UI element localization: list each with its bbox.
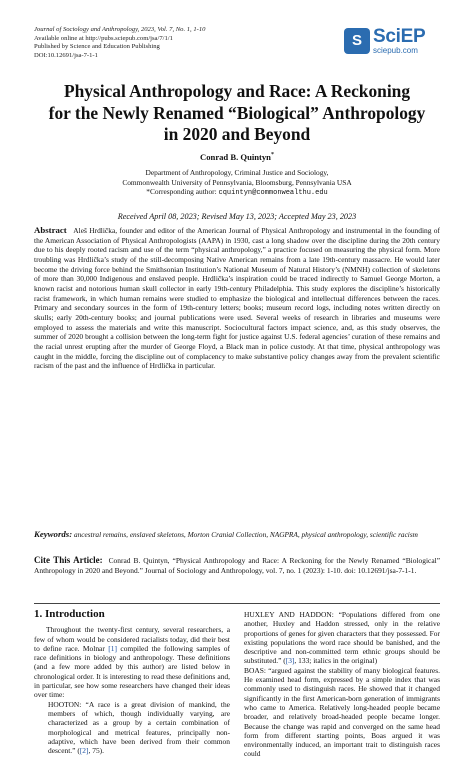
cite-article (34, 556, 440, 575)
logo-url: sciepub.com (373, 45, 418, 55)
title-line: Physical Anthropology and Race: A Reckoning (63, 81, 411, 101)
author-email[interactable]: cquintyn@commonwealthu.edu (218, 189, 328, 198)
doi-line: DOI:10.12691/jsa-7-1-1 (34, 51, 98, 59)
article-title (34, 81, 440, 146)
intro-paragraph: Throughout the twenty-first century, several researchers, a few of whom would be considered racialists today, did their best to define race. Molnar [1] compiled the following samples of race definitions in biology and anthropology. These definitions (and a few more added by this author) are listed below in chronological order. It is interesting to read these definitions and, in particular, see how some researchers have changed their ideas over time: (34, 625, 230, 700)
affiliation-line: Department of Anthropology, Criminal Justice and Sociology, (145, 168, 329, 177)
affiliation (34, 168, 440, 199)
journal-header (34, 26, 324, 60)
corresponding-mark: * (270, 152, 274, 159)
keywords-label: Keywords: (34, 529, 73, 539)
keywords (34, 530, 440, 539)
author-text: Conrad B. Quintyn (200, 152, 271, 162)
keywords-text: ancestral remains, enslaved skeletons, Morton Cranial Collection, NAGPRA, physical anthropology, scientific racism (73, 530, 418, 539)
left-column (34, 610, 230, 755)
ref-link[interactable]: [2] (79, 746, 89, 756)
abstract-label: Abstract (34, 225, 67, 235)
right-column (244, 610, 440, 759)
title-line: in 2020 and Beyond (163, 124, 311, 144)
journal-line: Journal of Sociology and Anthropology, 2023, Vol. 7, No. 1, 1-10 (34, 26, 206, 33)
cite-text: Conrad B. Quintyn, “Physical Anthropology and Race: A Reckoning for the Newly Renamed “Biological” Anthropology in 2020 and Beyond.” Journal of Sociology and Anthropology, vol. 7, no. 1 (2023): 1-10. doi: 10.12691/jsa-7-1-1. (34, 556, 441, 575)
ref-link[interactable]: [1] (108, 643, 117, 653)
boas-quote: BOAS: “argued against the stability of many biological features. He examined head form, expressed by a simple index that was commonly used to distinguish races. He showed that it changed significantly in the first American-born generation of immigrants who came to America. Relatively long-headed people became broader, and relatively broad-headed people became longer. Because the change was rapid and converged on the same head form from different starting points, Boas argued it was environmentally induced, an important trait to distinguish races could (244, 665, 440, 759)
title-line: for the Newly Renamed “Biological” Anthropology (48, 102, 426, 123)
section-heading: 1. Introduction (34, 608, 105, 620)
sciep-logo[interactable] (344, 24, 450, 58)
affiliation-line: Commonwealth University of Pennsylvania, Bloomsburg, Pennsylvania USA (122, 177, 352, 187)
publisher-line: Published by Science and Education Publishing (34, 43, 160, 51)
abstract (34, 226, 440, 371)
cite-label: Cite This Article: (34, 555, 103, 565)
author-name (34, 152, 440, 162)
available-line[interactable]: Available online at http://pubs.sciepub.com/jsa/7/1/1 (34, 34, 173, 42)
hooton-quote: HOOTON: “A race is a great division of mankind, the members of which, though individually varying, are characterized as a group by a certain combination of morphological and metrical features, principally non-adaptive, which have been derived from their common descent.” ([2], 75). (48, 699, 230, 756)
abstract-text: Aleš Hrdlička, founder and editor of the American Journal of Physical Anthropology and instrumental in the founding of the American Association of Physical Anthropologists (AAPA) in 1930, cast a long shadow over the discipline during the 20th century due to his deeply rooted racism and use of the term “physical anthropology,” a practice focused on measuring the physical form. More troubling was Hrdlička’s study of the still-decomposing Native American remains from a late 19th-century massacre. He would later become the driving force behind the Smithsonian Institution’s National Museum of Natural History’s (NMNH) collection of skeletons of more than 30,000 Indigenous and enslaved people. Hrdlička’s inspiration could be traced indirectly to Samuel George Morton, a known racist and notorious human skull collector in early 19th-century Philadelphia. This study explores the discipline’s historically racist framework, in which human remains were studied to emphasize the biological and intellectual differences between the races. Primary and secondary sources in the form of 19th-century letters; books; museum record logs, including notes written directly on skulls; early 20th-century books; and journal publications were used. Several weeks of research in libraries and museums were employed to assess the materials and write this manuscript. Sociocultural factors impact science, and, as this study observes, the summer of 2020 brought a collision between the long-term fight for justice against U.S. federal agencies’ curation of these remains and the racial unrest erupting after the murder of George Floyd, a Black man in police custody. At that time, physical anthropology was caught in the middle, forcing the discipline out of complacency to make substantive policy changes away from the prevalent scientific racism of the past and the influence of Hrdlička in particular. (34, 226, 440, 371)
section-divider (34, 603, 440, 604)
corresponding-label: *Corresponding author: (146, 187, 217, 197)
logo-name: SciEP (373, 25, 426, 47)
sciep-logo-icon: S (344, 28, 370, 54)
article-dates: Received April 08, 2023; Revised May 13, 2023; Accepted May 23, 2023 (117, 212, 357, 221)
ref-link[interactable]: [3] (285, 656, 295, 666)
huxley-quote: HUXLEY AND HADDON: “Populations differed from one another, Huxley and Haddon stressed, only in the relative proportions of genes for given characters that they possessed. For existing populations the word race should be banished, and the descriptive and non-committed term ethnic groups should be substituted.” ([3], 133; italics in the original) (244, 610, 440, 666)
